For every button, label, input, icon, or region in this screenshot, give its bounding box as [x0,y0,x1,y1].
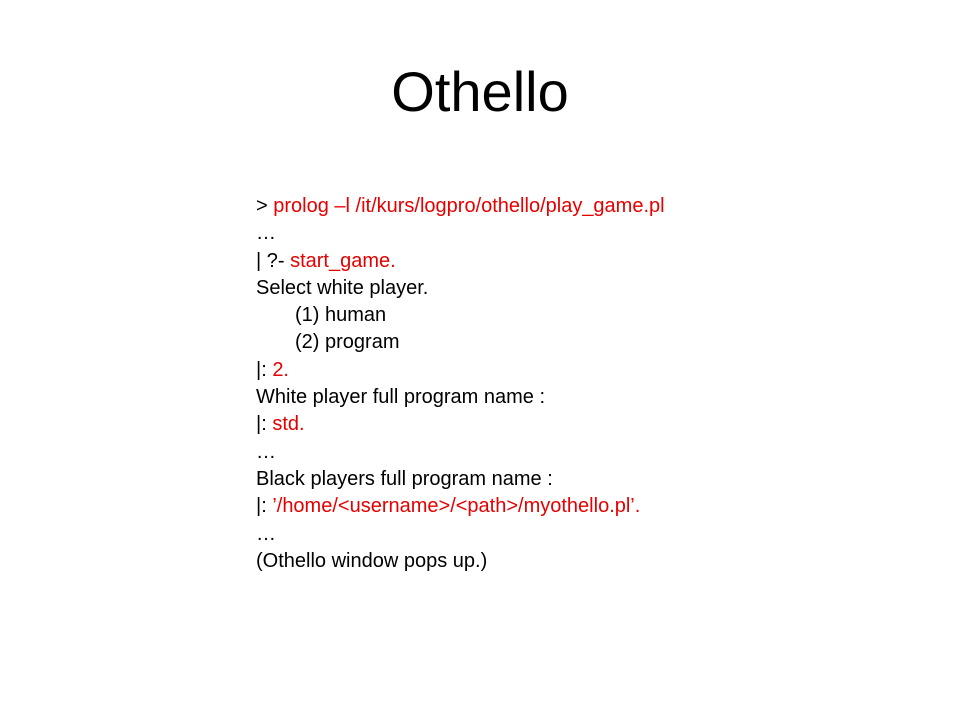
transcript-line-select-white [256,275,936,302]
terminal-transcript [256,193,936,575]
transcript-line-ellipsis [256,521,936,548]
transcript-line-choice [256,357,936,384]
output-text: (2) program [295,331,400,354]
transcript-line-window-note [256,548,936,575]
transcript-line-option-human [256,302,936,329]
transcript-line-white-name-prompt [256,384,936,411]
prompt-text: |: [256,495,273,518]
output-text: (1) human [295,304,387,327]
user-input: ’/home/<username>/<path>/myothello.pl’. [272,495,641,518]
user-input: start_game. [290,249,396,272]
output-text: Select white player. [256,276,429,299]
output-text: … [256,522,276,545]
prompt-text: | ?- [256,249,291,272]
user-input: prolog –l /it/kurs/logpro/othello/play_game.pl [273,195,665,217]
user-input: std. [272,413,305,436]
transcript-line-start-game [256,248,936,275]
output-text: Black players full program name : [256,467,553,490]
prompt-text: |: [256,358,273,381]
output-text: … [256,440,276,463]
output-text: (Othello window pops up.) [256,549,488,572]
transcript-line-ellipsis [256,220,936,247]
transcript-line-ellipsis [256,439,936,466]
transcript-line-black-name-prompt [256,466,936,493]
output-text: White player full program name : [256,386,546,409]
transcript-line-option-program [256,329,936,356]
transcript-line-black-name [256,493,936,520]
transcript-line-white-name [256,411,936,438]
user-input: 2. [272,358,289,381]
transcript-line-command [256,193,936,220]
prompt-text: > [256,195,274,217]
prompt-text: |: [256,413,273,436]
slide-title: Othello [391,60,569,123]
output-text: … [256,222,276,245]
